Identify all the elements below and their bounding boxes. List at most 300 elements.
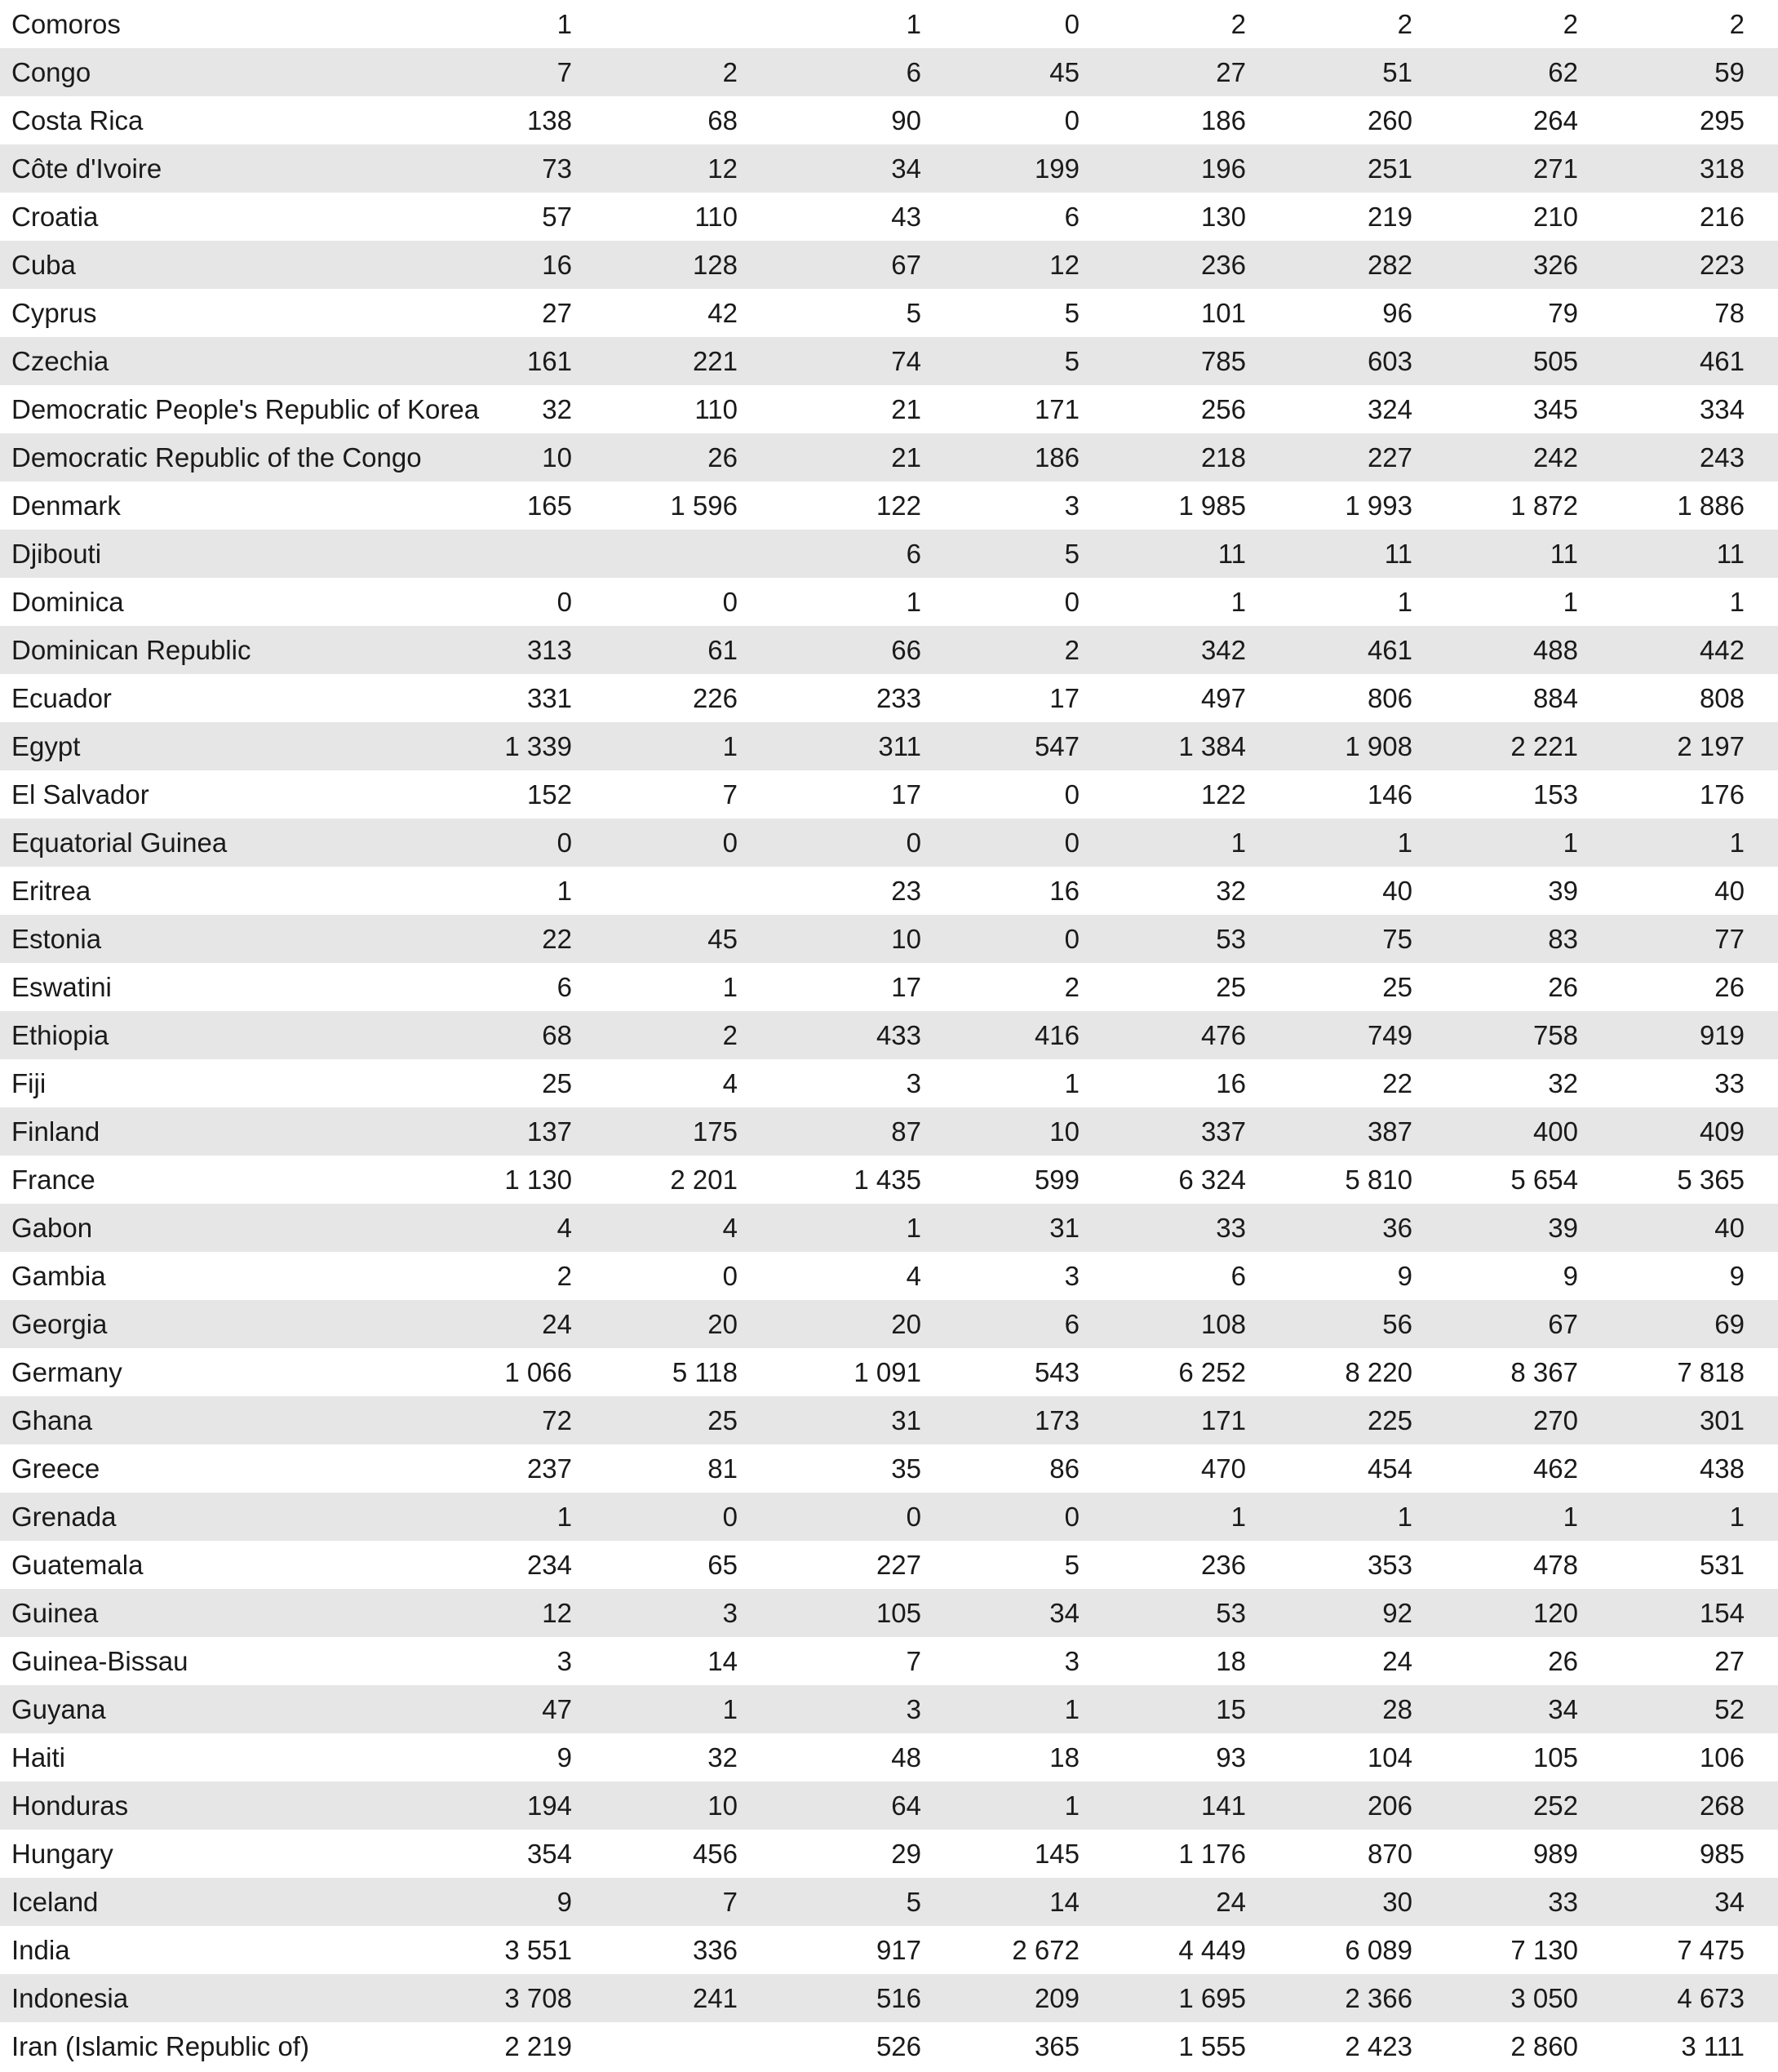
value-cell-col1: 7 [556,57,572,87]
value-cell-col3: 23 [891,876,921,906]
value-cell-col5: 196 [1200,153,1246,184]
value-cell-col2: 128 [692,250,738,280]
value-cell-col5: 1 555 [1178,2031,1246,2061]
value-cell-col5: 6 324 [1178,1165,1246,1195]
value-cell-col5: 27 [1216,57,1246,87]
value-cell-col5: 101 [1200,298,1246,328]
value-cell-col3: 1 091 [854,1357,921,1387]
table-row [0,385,1778,433]
value-cell-col2: 4 [722,1068,738,1098]
value-cell-col1: 1 [556,9,572,39]
value-cell-col3: 7 [906,1646,921,1676]
country-name-cell: Gambia [11,1261,106,1291]
value-cell-col5: 1 176 [1178,1839,1246,1869]
value-cell-col5: 53 [1216,924,1246,954]
value-cell-col4: 3 [1064,1646,1080,1676]
value-cell-col2: 110 [694,202,738,232]
value-cell-col3: 10 [891,924,921,954]
value-cell-col2 [574,867,738,915]
value-cell-col5: 497 [1200,683,1246,713]
value-cell-col1: 1 [556,876,572,906]
value-cell-col6: 5 810 [1345,1165,1412,1195]
value-cell-col8: 1 [1729,587,1745,617]
value-cell-col6: 1 [1397,587,1412,617]
value-cell-col5: 1 [1230,1502,1246,1532]
value-cell-col5: 25 [1216,972,1246,1002]
country-name-cell: Greece [11,1453,100,1484]
value-cell-col7: 7 130 [1510,1935,1578,1965]
value-cell-col1: 331 [526,683,572,713]
country-name-cell: Germany [11,1357,122,1387]
country-name-cell: Djibouti [11,539,102,569]
value-cell-col6: 454 [1367,1453,1412,1484]
value-cell-col4: 5 [1064,1550,1080,1580]
value-cell-col1: 9 [556,1887,572,1917]
value-cell-col7: 271 [1532,153,1578,184]
value-cell-col4: 14 [1049,1887,1080,1917]
table-row [0,1348,1778,1396]
value-cell-col3: 5 [906,1887,921,1917]
country-name-cell: Costa Rica [11,105,144,135]
value-cell-col4: 0 [1064,9,1080,39]
value-cell-col8: 409 [1699,1116,1745,1147]
value-cell-col1: 354 [526,1839,572,1869]
value-cell-col5: 1 985 [1178,490,1246,521]
value-cell-col4: 2 [1064,635,1080,665]
value-cell-col4: 45 [1049,57,1080,87]
value-cell-col1: 22 [542,924,572,954]
value-cell-col8: 295 [1699,105,1745,135]
value-cell-col7: 210 [1532,202,1578,232]
value-cell-col1: 16 [542,250,572,280]
value-cell-col5: 11 [1217,539,1246,569]
country-name-cell: Guatemala [11,1550,144,1580]
value-cell-col8: 438 [1699,1453,1745,1484]
value-cell-col3: 3 [906,1068,921,1098]
value-cell-col3: 43 [891,202,921,232]
value-cell-col7: 8 367 [1510,1357,1578,1387]
value-cell-col1: 0 [556,587,572,617]
table-row [0,1300,1778,1348]
value-cell-col3: 74 [891,346,921,376]
value-cell-col2: 45 [707,924,738,954]
value-cell-col5: 122 [1200,779,1246,810]
value-cell-col2: 0 [722,587,738,617]
value-cell-col8: 919 [1699,1020,1745,1050]
table-row [0,578,1778,626]
value-cell-col6: 6 089 [1345,1935,1412,1965]
value-cell-col8: 106 [1699,1742,1745,1773]
table-row [0,1926,1778,1974]
value-cell-col8: 52 [1714,1694,1745,1724]
value-cell-col7: 1 [1563,1502,1578,1532]
value-cell-col5: 236 [1200,250,1246,280]
table-row [0,1589,1778,1637]
value-cell-col8: 3 111 [1681,2031,1745,2061]
value-cell-col3: 122 [876,490,921,521]
value-cell-col2: 5 118 [672,1357,738,1387]
value-cell-col6: 2 366 [1345,1983,1412,2013]
value-cell-col3: 311 [878,731,921,761]
country-name-cell: Guyana [11,1694,106,1724]
value-cell-col2 [574,530,738,578]
value-cell-col3: 17 [891,972,921,1002]
value-cell-col7: 33 [1548,1887,1578,1917]
value-cell-col8: 1 [1729,827,1745,858]
value-cell-col4: 5 [1064,346,1080,376]
country-name-cell: Côte d'Ivoire [11,153,162,184]
table-row [0,770,1778,819]
value-cell-col1: 9 [556,1742,572,1773]
table-row [0,289,1778,337]
value-cell-col1: 12 [542,1598,572,1628]
value-cell-col4: 0 [1064,779,1080,810]
value-cell-col1: 57 [542,202,572,232]
value-cell-col6: 28 [1382,1694,1412,1724]
value-cell-col6: 603 [1367,346,1412,376]
table-row [0,48,1778,96]
value-cell-col8: 176 [1699,779,1745,810]
value-cell-col6: 11 [1384,539,1412,569]
value-cell-col6: 387 [1367,1116,1412,1147]
value-cell-col2: 65 [707,1550,738,1580]
value-cell-col1: 10 [542,442,572,473]
value-cell-col2: 2 [722,1020,738,1050]
value-cell-col6: 8 220 [1345,1357,1412,1387]
value-cell-col3: 17 [891,779,921,810]
value-cell-col8: 33 [1714,1068,1745,1098]
value-cell-col1: 234 [526,1550,572,1580]
value-cell-col8: 5 365 [1677,1165,1745,1195]
table-row [0,1830,1778,1878]
value-cell-col4: 34 [1049,1598,1080,1628]
value-cell-col4: 599 [1034,1165,1080,1195]
table-row [0,1059,1778,1107]
country-name-cell: Egypt [11,731,81,761]
value-cell-col1: 24 [542,1309,572,1339]
value-cell-col8: 69 [1714,1309,1745,1339]
value-cell-col3: 1 [906,9,921,39]
value-cell-col8: 808 [1699,683,1745,713]
value-cell-col7: 2 860 [1510,2031,1578,2061]
value-cell-col1: 194 [526,1790,572,1821]
value-cell-col2: 1 [722,1694,738,1724]
value-cell-col2: 14 [707,1646,738,1676]
country-name-cell: Denmark [11,490,121,521]
value-cell-col7: 39 [1548,1213,1578,1243]
value-cell-col3: 29 [891,1839,921,1869]
value-cell-col5: 470 [1200,1453,1246,1484]
value-cell-col8: 216 [1699,202,1745,232]
value-cell-col6: 2 [1397,9,1412,39]
value-cell-col6: 282 [1367,250,1412,280]
value-cell-col2: 221 [692,346,738,376]
value-cell-col8: 223 [1699,250,1745,280]
value-cell-col3: 67 [891,250,921,280]
value-cell-col4: 416 [1034,1020,1080,1050]
value-cell-col7: 242 [1532,442,1578,473]
value-cell-col8: 985 [1699,1839,1745,1869]
value-cell-col7: 1 [1563,827,1578,858]
table-row [0,337,1778,385]
value-cell-col5: 32 [1216,876,1246,906]
value-cell-col5: 1 695 [1178,1983,1246,2013]
value-cell-col6: 1 [1397,827,1412,858]
value-cell-col8: 268 [1699,1790,1745,1821]
value-cell-col8: 1 886 [1677,490,1745,521]
value-cell-col5: 1 [1230,827,1246,858]
country-name-cell: Gabon [11,1213,93,1243]
value-cell-col3: 87 [891,1116,921,1147]
value-cell-col7: 505 [1532,346,1578,376]
value-cell-col4: 31 [1049,1213,1080,1243]
table-row [0,867,1778,915]
value-cell-col1: 2 [556,1261,572,1291]
value-cell-col4: 12 [1049,250,1080,280]
country-name-cell: Czechia [11,346,109,376]
value-cell-col6: 75 [1382,924,1412,954]
table-row [0,1396,1778,1444]
value-cell-col8: 40 [1714,1213,1745,1243]
value-cell-col7: 345 [1532,394,1578,424]
value-cell-col1: 3 708 [504,1983,572,2013]
value-cell-col2: 7 [722,1887,738,1917]
value-cell-col1: 73 [542,153,572,184]
value-cell-col2: 2 201 [670,1165,738,1195]
table-row [0,0,1778,48]
value-cell-col3: 1 [906,587,921,617]
value-cell-col3: 6 [906,57,921,87]
value-cell-col2: 3 [722,1598,738,1628]
value-cell-col1: 27 [542,298,572,328]
table-row [0,481,1778,530]
value-cell-col2: 7 [722,779,738,810]
country-name-cell: Georgia [11,1309,108,1339]
value-cell-col6: 219 [1367,202,1412,232]
value-cell-col3: 35 [891,1453,921,1484]
value-cell-col2: 68 [707,105,738,135]
value-cell-col3: 917 [876,1935,921,1965]
value-cell-col7: 462 [1532,1453,1578,1484]
value-cell-col7: 488 [1532,635,1578,665]
country-name-cell: Comoros [11,9,121,39]
value-cell-col4: 3 [1064,1261,1080,1291]
value-cell-col7: 34 [1548,1694,1578,1724]
value-cell-col3: 233 [876,683,921,713]
value-cell-col2: 0 [722,1502,738,1532]
value-cell-col8: 9 [1729,1261,1745,1291]
value-cell-col7: 62 [1548,57,1578,87]
table-row [0,1444,1778,1493]
value-cell-col4: 171 [1034,394,1080,424]
value-cell-col3: 34 [891,153,921,184]
value-cell-col6: 36 [1382,1213,1412,1243]
country-name-cell: Guinea [11,1598,99,1628]
value-cell-col5: 16 [1216,1068,1246,1098]
value-cell-col6: 1 908 [1345,731,1412,761]
value-cell-col4: 6 [1064,1309,1080,1339]
value-cell-col2 [574,2022,738,2070]
value-cell-col4: 1 [1064,1790,1080,1821]
country-name-cell: Congo [11,57,91,87]
value-cell-col7: 9 [1563,1261,1578,1291]
value-cell-col2: 10 [707,1790,738,1821]
value-cell-col7: 83 [1548,924,1578,954]
value-cell-col8: 27 [1714,1646,1745,1676]
value-cell-col2: 4 [722,1213,738,1243]
country-name-cell: Dominica [11,587,124,617]
value-cell-col8: 40 [1714,876,1745,906]
value-cell-col7: 3 050 [1510,1983,1578,2013]
value-cell-col3: 516 [876,1983,921,2013]
table-row [0,96,1778,144]
value-cell-col4: 173 [1034,1405,1080,1435]
value-cell-col6: 461 [1367,635,1412,665]
value-cell-col6: 227 [1367,442,1412,473]
country-name-cell: El Salvador [11,779,149,810]
value-cell-col2: 1 [722,731,738,761]
table-row [0,433,1778,481]
table-row [0,1204,1778,1252]
value-cell-col1: 6 [556,972,572,1002]
value-cell-col3: 21 [891,442,921,473]
value-cell-col7: 758 [1532,1020,1578,1050]
value-cell-col1: 47 [542,1694,572,1724]
value-cell-col2: 61 [707,635,738,665]
value-cell-col4: 10 [1049,1116,1080,1147]
value-cell-col5: 33 [1216,1213,1246,1243]
value-cell-col8: 7 818 [1677,1357,1745,1387]
table-row [0,1733,1778,1781]
country-name-cell: France [11,1165,95,1195]
value-cell-col5: 24 [1216,1887,1246,1917]
value-cell-col5: 218 [1200,442,1246,473]
value-cell-col7: 105 [1532,1742,1578,1773]
value-cell-col7: 264 [1532,105,1578,135]
value-cell-col3: 66 [891,635,921,665]
value-cell-col5: 476 [1200,1020,1246,1050]
value-cell-col4: 0 [1064,105,1080,135]
value-cell-col4: 18 [1049,1742,1080,1773]
value-cell-col7: 884 [1532,683,1578,713]
value-cell-col1: 1 [556,1502,572,1532]
value-cell-col8: 1 [1729,1502,1745,1532]
value-cell-col8: 34 [1714,1887,1745,1917]
value-cell-col5: 186 [1200,105,1246,135]
value-cell-col5: 18 [1216,1646,1246,1676]
table-row [0,1637,1778,1685]
value-cell-col8: 442 [1699,635,1745,665]
value-cell-col4: 365 [1034,2031,1080,2061]
value-cell-col1: 32 [542,394,572,424]
value-cell-col6: 206 [1367,1790,1412,1821]
country-name-cell: Iceland [11,1887,99,1917]
value-cell-col2: 81 [707,1453,738,1484]
value-cell-col3: 526 [876,2031,921,2061]
value-cell-col6: 1 993 [1345,490,1412,521]
value-cell-col1 [409,530,572,578]
value-cell-col8: 334 [1699,394,1745,424]
country-name-cell: Estonia [11,924,102,954]
value-cell-col3: 48 [891,1742,921,1773]
value-cell-col8: 318 [1699,153,1745,184]
value-cell-col3: 31 [891,1405,921,1435]
value-cell-col6: 40 [1382,876,1412,906]
value-cell-col5: 342 [1200,635,1246,665]
table-row [0,963,1778,1011]
table-row [0,1541,1778,1589]
value-cell-col5: 256 [1200,394,1246,424]
value-cell-col6: 2 423 [1345,2031,1412,2061]
value-cell-col5: 93 [1216,1742,1246,1773]
country-name-cell: Ecuador [11,683,112,713]
value-cell-col3: 21 [891,394,921,424]
country-name-cell: Democratic Republic of the Congo [11,442,422,473]
value-cell-col6: 749 [1367,1020,1412,1050]
value-cell-col5: 1 [1230,587,1246,617]
value-cell-col2: 25 [707,1405,738,1435]
value-cell-col4: 86 [1049,1453,1080,1484]
value-cell-col7: 478 [1532,1550,1578,1580]
value-cell-col4: 547 [1034,731,1080,761]
value-cell-col1: 3 551 [504,1935,572,1965]
value-cell-col7: 120 [1532,1598,1578,1628]
value-cell-col5: 141 [1200,1790,1246,1821]
value-cell-col4: 0 [1064,587,1080,617]
value-cell-col3: 64 [891,1790,921,1821]
value-cell-col6: 30 [1382,1887,1412,1917]
value-cell-col6: 56 [1382,1309,1412,1339]
value-cell-col7: 39 [1548,876,1578,906]
country-name-cell: Haiti [11,1742,66,1773]
value-cell-col7: 26 [1548,972,1578,1002]
value-cell-col4: 1 [1064,1694,1080,1724]
value-cell-col6: 225 [1367,1405,1412,1435]
value-cell-col1: 1 339 [504,731,572,761]
value-cell-col4: 0 [1064,924,1080,954]
value-cell-col2: 175 [692,1116,738,1147]
value-cell-col8: 11 [1716,539,1745,569]
country-name-cell: Eritrea [11,876,91,906]
value-cell-col7: 2 221 [1510,731,1578,761]
country-name-cell: Cuba [11,250,76,280]
value-cell-col7: 400 [1532,1116,1578,1147]
value-cell-col5: 53 [1216,1598,1246,1628]
table-row [0,1781,1778,1830]
value-cell-col2: 42 [707,298,738,328]
value-cell-col8: 77 [1714,924,1745,954]
value-cell-col5: 108 [1200,1309,1246,1339]
table-row [0,1107,1778,1156]
country-name-cell: Ghana [11,1405,93,1435]
value-cell-col6: 96 [1382,298,1412,328]
value-cell-col6: 9 [1397,1261,1412,1291]
country-name-cell: Finland [11,1116,100,1147]
value-cell-col4: 1 [1064,1068,1080,1098]
table-row [0,722,1778,770]
value-cell-col1: 152 [526,779,572,810]
value-cell-col1: 4 [556,1213,572,1243]
value-cell-col6: 324 [1367,394,1412,424]
value-cell-col4: 17 [1049,683,1080,713]
value-cell-col3: 0 [906,1502,921,1532]
value-cell-col2: 0 [722,827,738,858]
value-cell-col3: 1 [906,1213,921,1243]
country-name-cell: Indonesia [11,1983,129,2013]
value-cell-col7: 32 [1548,1068,1578,1098]
value-cell-col8: 59 [1714,57,1745,87]
value-cell-col7: 2 [1563,9,1578,39]
